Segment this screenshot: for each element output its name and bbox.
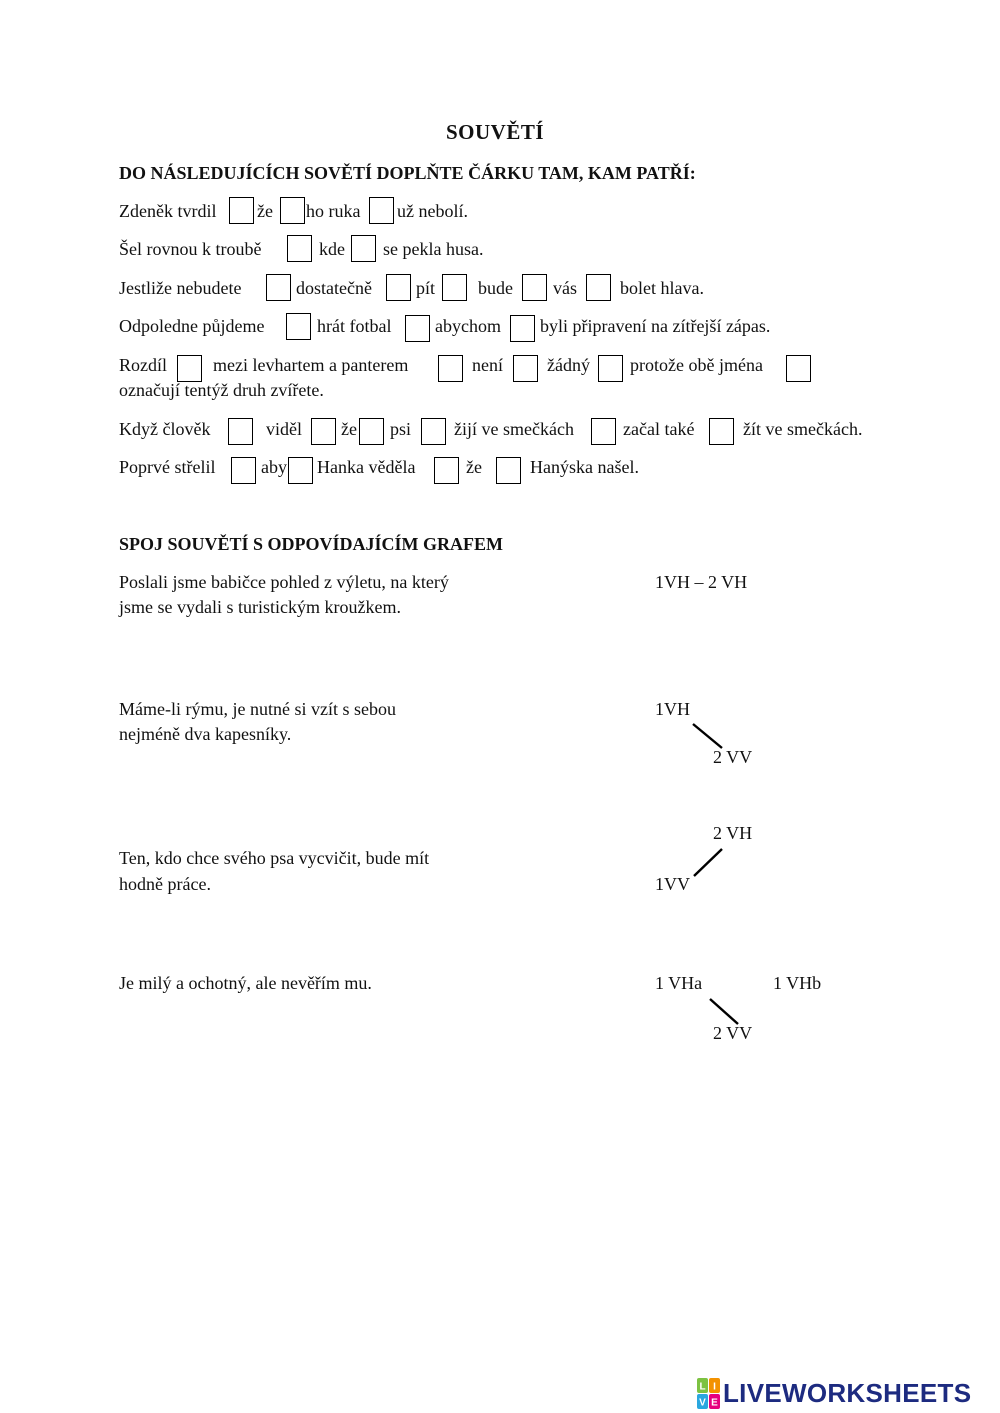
graph-2-connector: [693, 724, 722, 748]
line3-text: vás: [553, 278, 577, 298]
line3-text: Jestliže nebudete: [119, 278, 242, 298]
line5-text: není: [472, 355, 503, 375]
section2-heading: SPOJ SOUVĚTÍ S ODPOVÍDAJÍCÍM GRAFEM: [119, 534, 504, 554]
line2-text: se pekla husa.: [383, 239, 484, 259]
line3-text: bude: [478, 278, 513, 298]
sentence-3-line1: Ten, kdo chce svého psa vycvičit, bude mít: [119, 848, 430, 868]
graph-3-connector: [694, 849, 722, 876]
sentence-2-line2: nejméně dva kapesníky.: [119, 724, 292, 744]
line4-text: abychom: [435, 316, 501, 336]
line4-text: hrát fotbal: [317, 316, 392, 336]
line7-text: Hanýska našel.: [530, 457, 639, 477]
svg-text:V: V: [699, 1397, 706, 1409]
sentence-4-line1: Je milý a ochotný, ale nevěřím mu.: [119, 973, 372, 993]
graph-4-a: 1 VHa: [655, 973, 703, 993]
graph-2-top: 1VH: [655, 699, 690, 719]
line2-text: Šel rovnou k troubě: [119, 239, 262, 259]
line6-text: Když člověk: [119, 419, 211, 439]
line1-text: ho ruka: [306, 201, 361, 221]
graph-1-label: 1VH – 2 VH: [655, 572, 748, 592]
line6-text: žijí ve smečkách: [454, 419, 574, 439]
line5-text: označují tentýž druh zvířete.: [119, 380, 324, 400]
line6-text: že: [341, 419, 357, 439]
line3-text: dostatečně: [296, 278, 372, 298]
line3-text: pít: [416, 278, 436, 298]
svg-text:L: L: [699, 1381, 706, 1393]
line4-text: byli připravení na zítřejší zápas.: [540, 316, 771, 336]
graph-4-bottom: 2 VV: [713, 1023, 753, 1043]
line6-text: začal také: [623, 419, 695, 439]
liveworksheets-logo-icon: [696, 1377, 722, 1411]
line6-text: psi: [390, 419, 412, 439]
line1-text: už nebolí.: [397, 201, 468, 221]
sentence-2-line1: Máme-li rýmu, je nutné si vzít s sebou: [119, 699, 396, 719]
line5-text: protože obě jména: [630, 355, 763, 375]
sentence-1-line2: jsme se vydali s turistickým kroužkem.: [119, 597, 401, 617]
graph-4-connector: [710, 999, 738, 1024]
line1-text: Zdeněk tvrdil: [119, 201, 217, 221]
sentence-3-line2: hodně práce.: [119, 874, 211, 894]
svg-text:I: I: [713, 1381, 716, 1393]
graph-2-bottom: 2 VV: [713, 747, 753, 767]
line7-text: že: [466, 457, 482, 477]
line7-text: aby: [261, 457, 287, 477]
line2-text: kde: [319, 239, 345, 259]
liveworksheets-logo-text: LIVEWORKSHEETS: [723, 1378, 972, 1408]
page-title: SOUVĚTÍ: [446, 120, 545, 144]
sentence-1-line1: Poslali jsme babičce pohled z výletu, na který: [119, 572, 449, 592]
line6-text: viděl: [266, 419, 302, 439]
line5-text: Rozdíl: [119, 355, 167, 375]
graph-4-b: 1 VHb: [773, 973, 822, 993]
graph-3-bottom: 1VV: [655, 874, 690, 894]
svg-text:E: E: [711, 1397, 718, 1409]
graph-3-top: 2 VH: [713, 823, 753, 843]
line1-text: že: [257, 201, 273, 221]
line7-text: Hanka věděla: [317, 457, 416, 477]
line5-text: žádný: [547, 355, 590, 375]
line5-text: mezi levhartem a panterem: [213, 355, 409, 375]
section1-heading: DO NÁSLEDUJÍCÍCH SOVĚTÍ DOPLŇTE ČÁRKU TAM, KAM PATŘÍ:: [119, 163, 696, 183]
line6-text: žít ve smečkách.: [743, 419, 863, 439]
line4-text: Odpoledne půjdeme: [119, 316, 265, 336]
line3-text: bolet hlava.: [620, 278, 704, 298]
line7-text: Poprvé střelil: [119, 457, 216, 477]
